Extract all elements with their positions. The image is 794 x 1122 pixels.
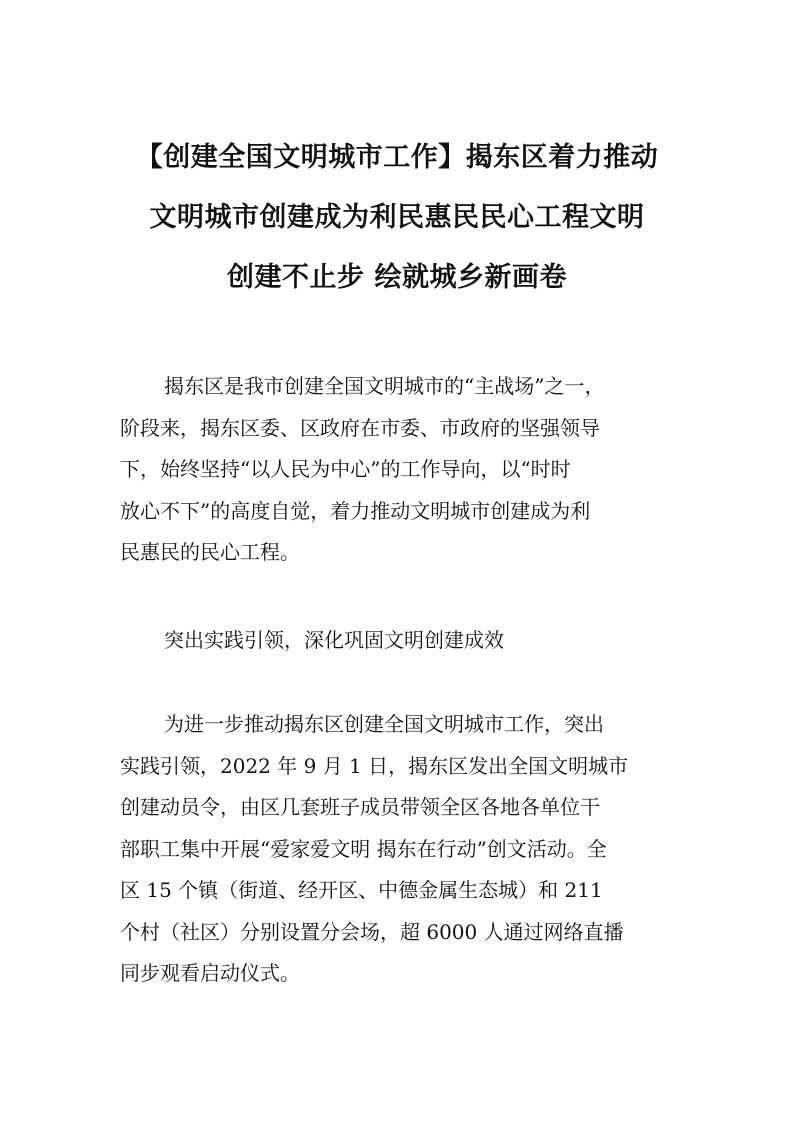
paragraph-line: 部职工集中开展“爱家爱文明 揭东在行动”创文活动。全 <box>120 836 607 861</box>
paragraph-line: 阶段来，揭东区委、区政府在市委、市政府的坚强领导 <box>120 415 600 440</box>
paragraph-mobilization <box>120 704 676 995</box>
paragraph-line: 揭东区是我市创建全国文明城市的“主战场”之一， <box>164 374 605 398</box>
paragraph-intro <box>120 366 676 574</box>
title-line-3: 创建不止步 绘就城乡新画卷 <box>227 262 567 293</box>
paragraph-line: 个村（社区）分别设置分会场，超 6000 人通过网络直播 <box>120 919 624 944</box>
paragraph-line: 为进一步推动揭东区创建全国文明城市工作，突出 <box>164 712 604 736</box>
paragraph-line: 下，始终坚持“以人民为中心”的工作导向，以“时时 <box>120 457 571 481</box>
paragraph-line: 区 15 个镇（街道、经开区、中德金属生态城）和 211 <box>120 878 603 902</box>
paragraph-line: 放心不下”的高度自觉，着力推动文明城市创建成为利 <box>120 498 591 523</box>
section-heading <box>120 620 676 662</box>
title-line-1: 【创建全国文明城市工作】揭东区着力推动 <box>135 142 659 173</box>
paragraph-line: 同步观看启动仪式。 <box>120 961 300 985</box>
paragraph-line: 创建动员令，由区几套班子成员带领全区各地各单位干 <box>120 795 600 819</box>
paragraph-line: 实践引领，2022 年 9 月 1 日，揭东区发出全国文明城市 <box>120 753 629 778</box>
article-title <box>117 128 677 308</box>
paragraph-line: 民惠民的民心工程。 <box>120 540 300 564</box>
section-heading-text: 突出实践引领，深化巩固文明创建成效 <box>164 628 504 652</box>
title-line-2: 文明城市创建成为利民惠民民心工程文明 <box>149 202 645 233</box>
